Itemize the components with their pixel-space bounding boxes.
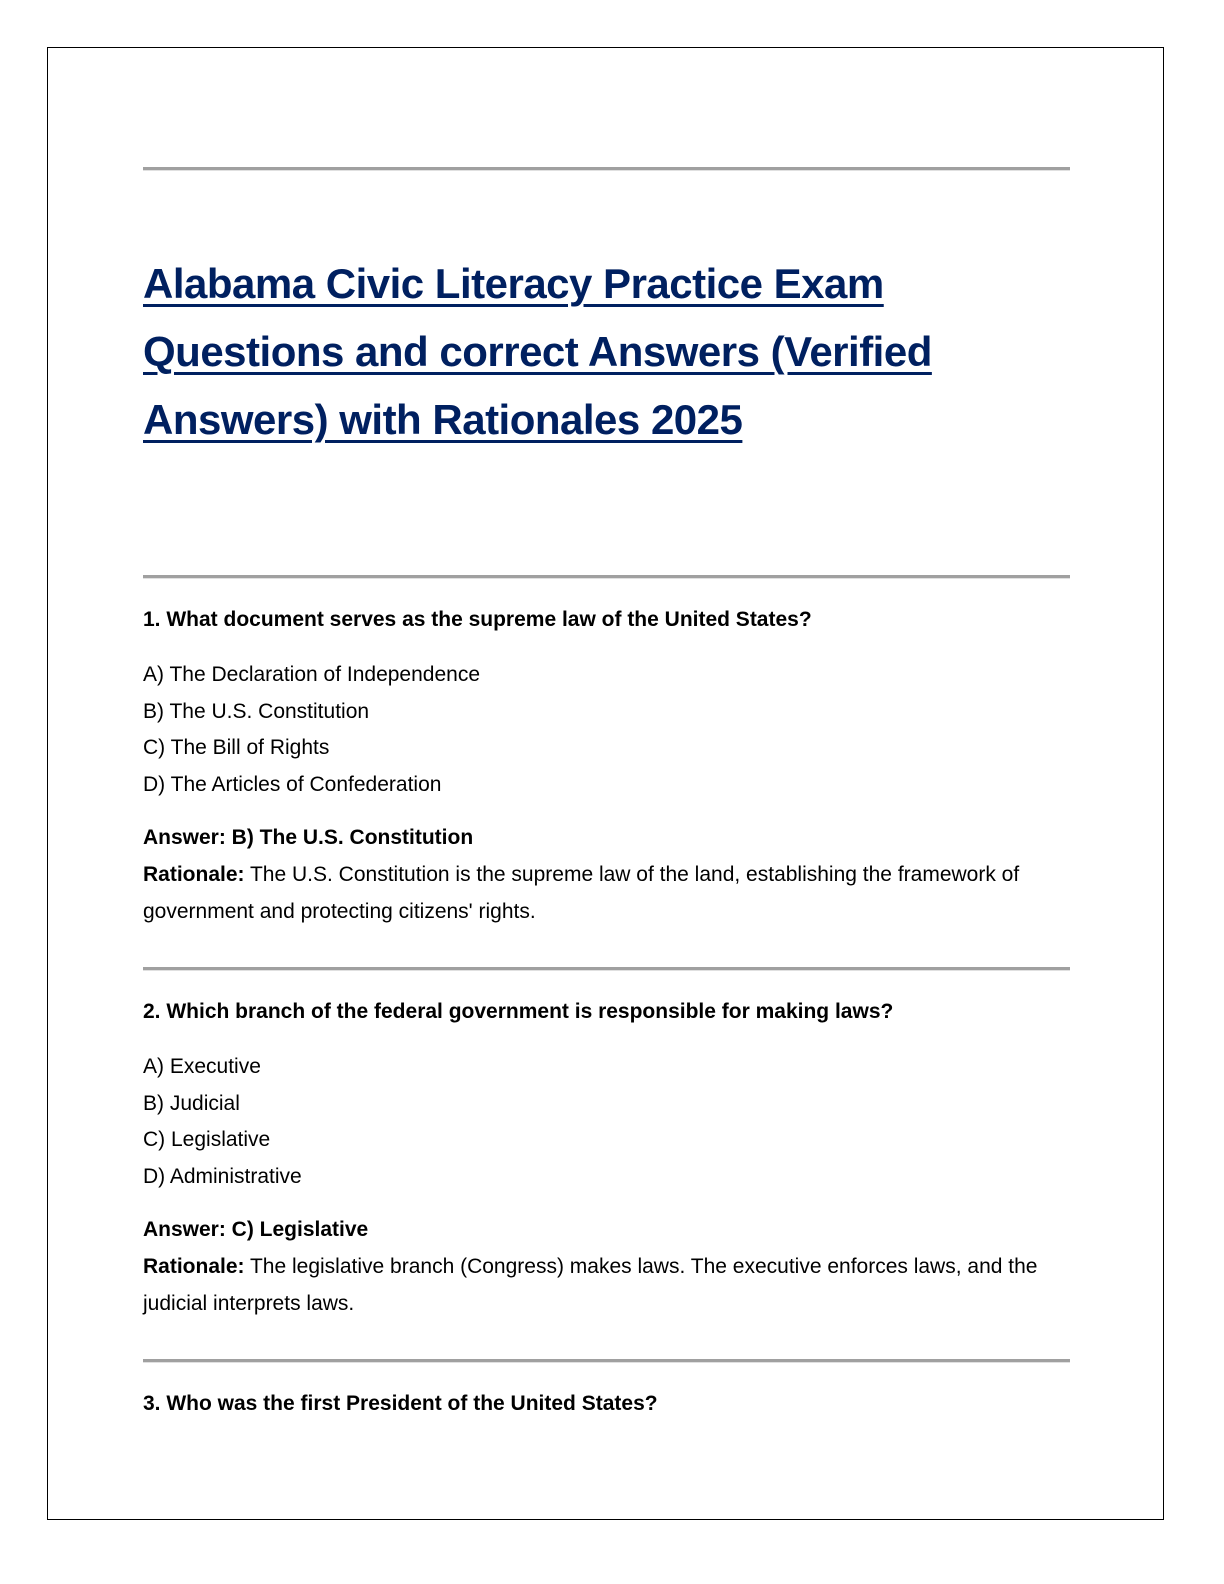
rationale-text: The legislative branch (Congress) makes laws. The executive enforces laws, and the judicial interprets laws. xyxy=(143,1254,1038,1315)
rationale xyxy=(143,856,1073,930)
rationale xyxy=(143,1248,1073,1322)
rationale-text: The U.S. Constitution is the supreme law of the land, establishing the framework of government and protecting citizens' rights. xyxy=(143,862,1020,923)
option-c: C) Legislative xyxy=(143,1128,271,1152)
option-b: B) The U.S. Constitution xyxy=(143,699,370,723)
option-a: A) The Declaration of Independence xyxy=(143,663,481,686)
question-block-1 xyxy=(143,605,1073,930)
divider xyxy=(143,167,1070,171)
option-b: B) Judicial xyxy=(143,1091,240,1115)
answer: Answer: B) The U.S. Constitution xyxy=(143,825,474,849)
rationale-label: Rationale: xyxy=(143,862,245,886)
question-text: 2. Which branch of the federal government is responsible for making laws? xyxy=(143,1000,894,1023)
rationale-label: Rationale: xyxy=(143,1254,245,1278)
answer: Answer: C) Legislative xyxy=(143,1217,369,1241)
divider xyxy=(143,967,1070,971)
question-block-2 xyxy=(143,997,1073,1322)
divider xyxy=(143,575,1070,579)
option-c: C) The Bill of Rights xyxy=(143,736,330,760)
title-text: Alabama Civic Literacy Practice Exam Questions and correct Answers (Verified Answers) with Rationales 2025 xyxy=(143,260,932,443)
document-title xyxy=(143,250,1073,454)
divider xyxy=(143,1359,1070,1363)
question-text: 1. What document serves as the supreme law of the United States? xyxy=(143,608,812,631)
question-text: 3. Who was the first President of the United States? xyxy=(143,1392,658,1415)
question-block-3 xyxy=(143,1389,1073,1441)
option-a: A) Executive xyxy=(143,1055,261,1078)
option-d: D) Administrative xyxy=(143,1165,302,1189)
option-d: D) The Articles of Confederation xyxy=(143,773,442,797)
